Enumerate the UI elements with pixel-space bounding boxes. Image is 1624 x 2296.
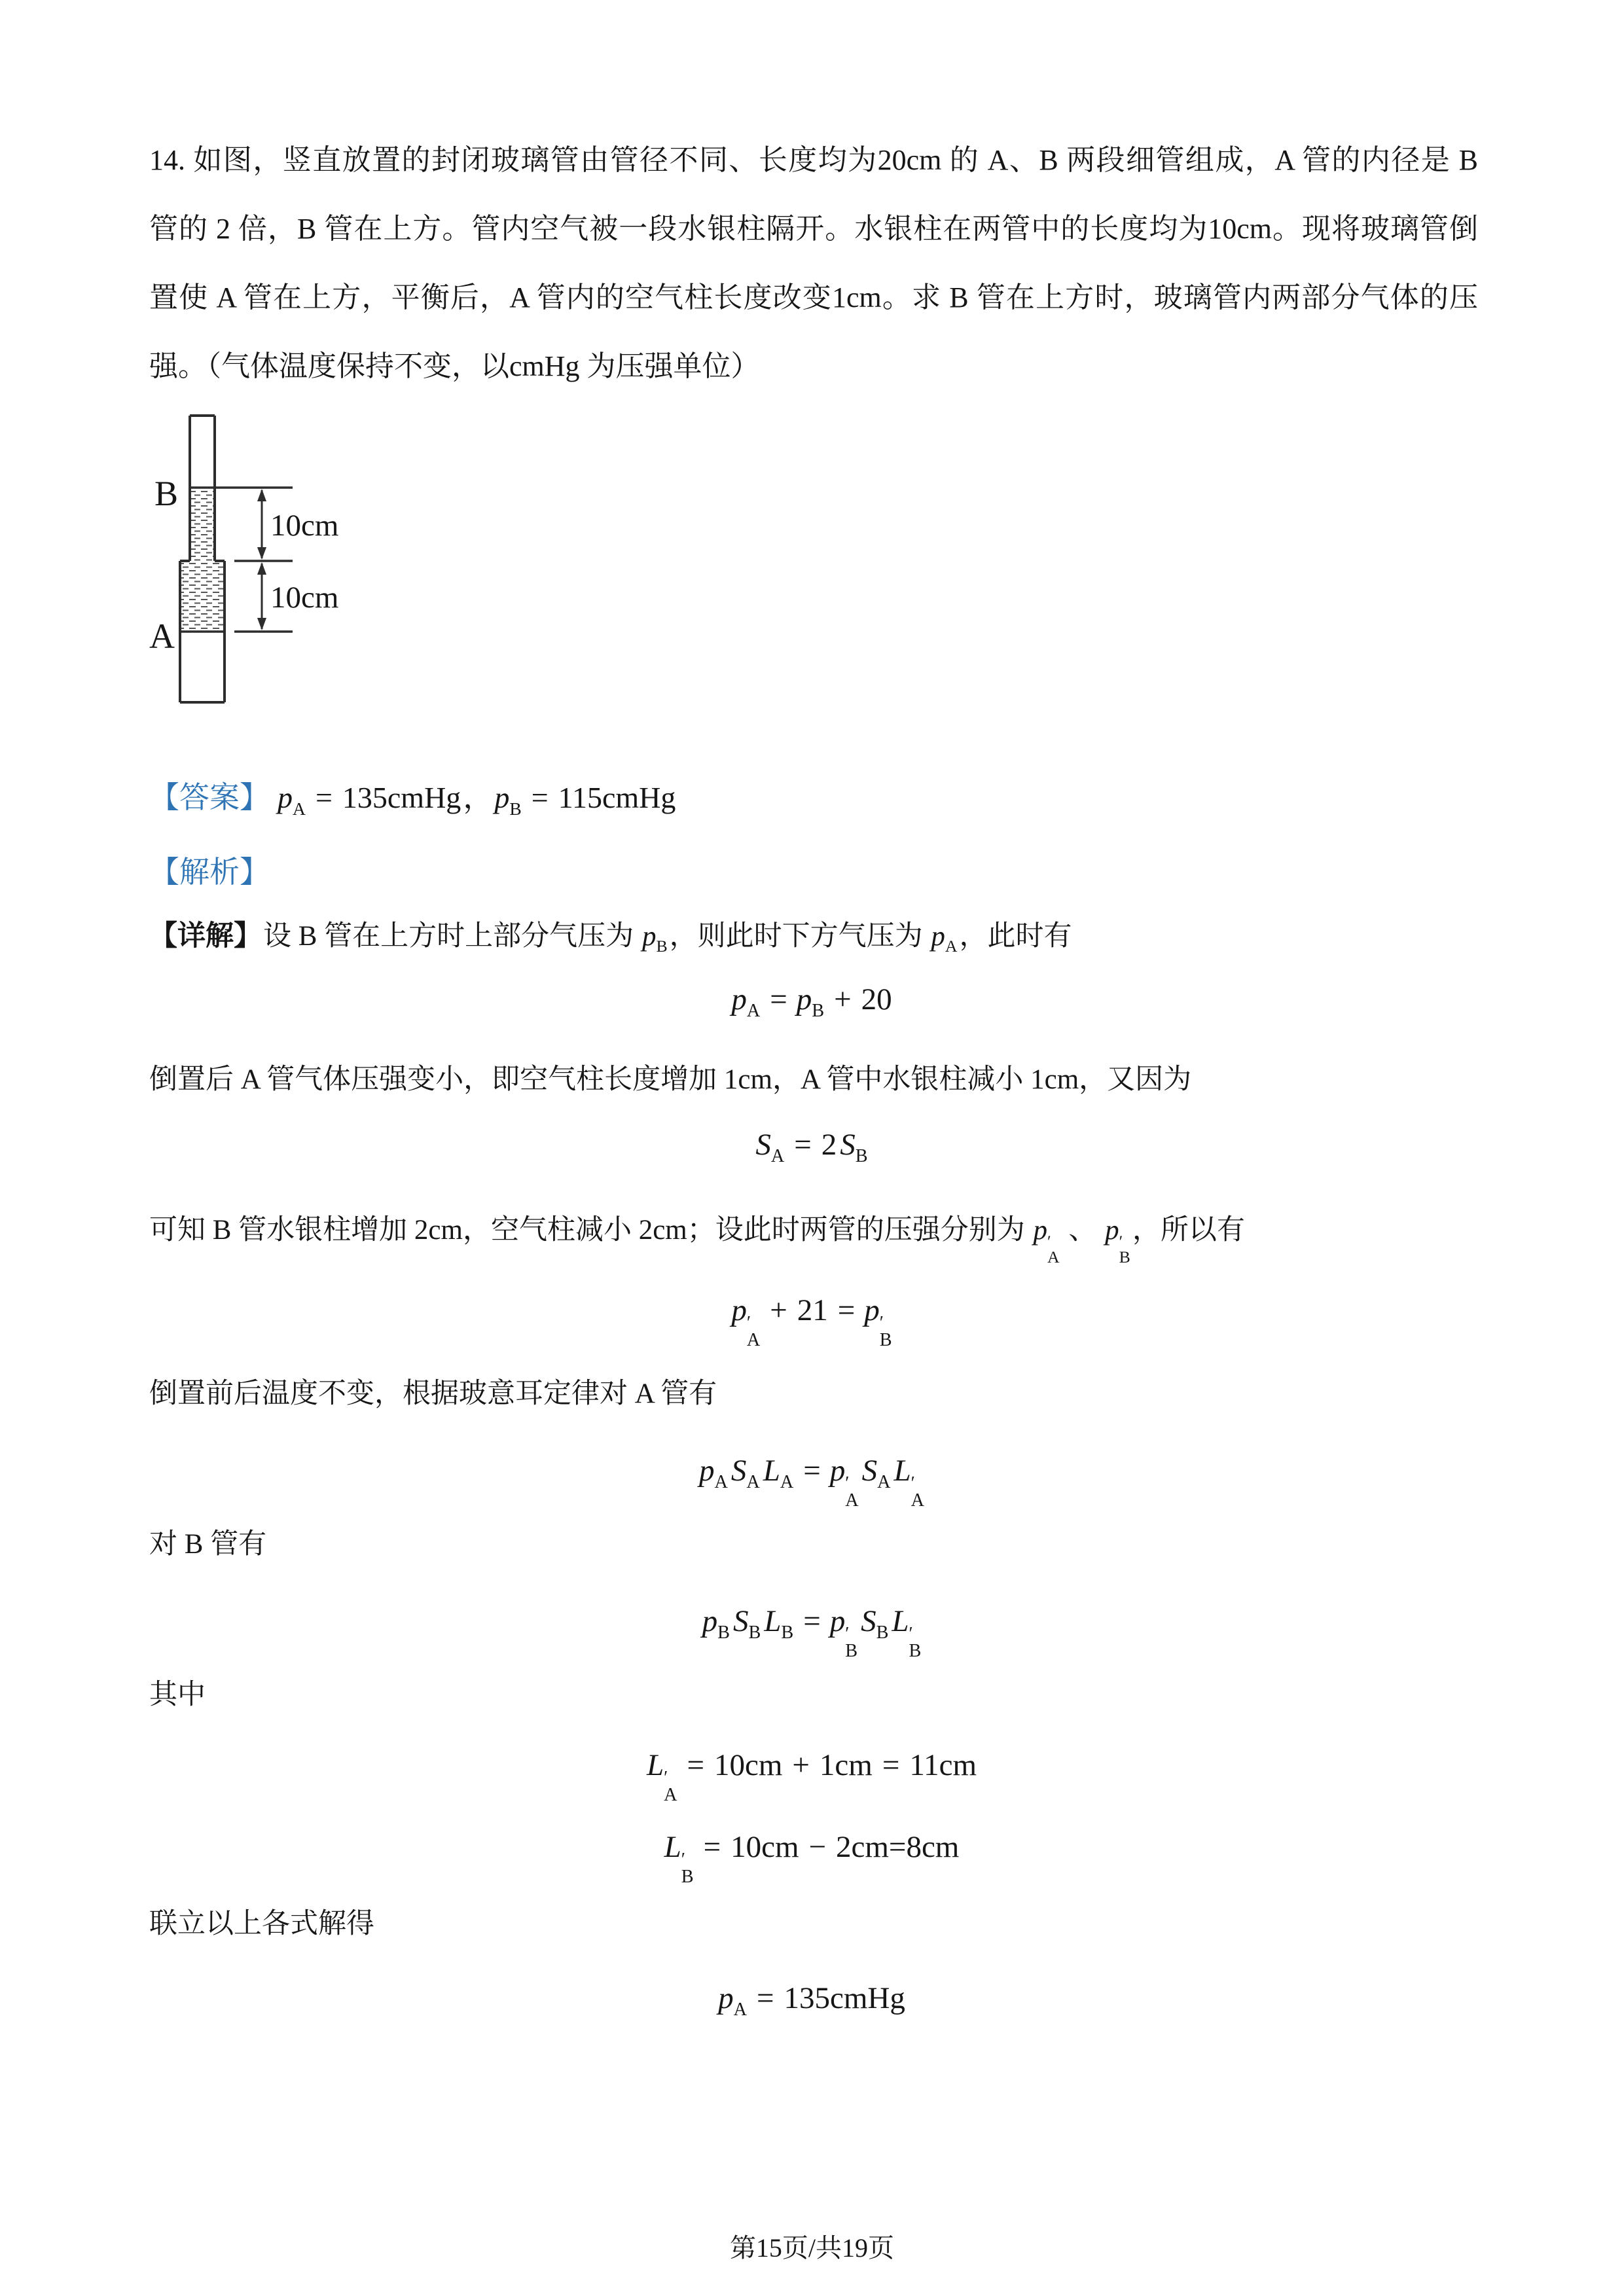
detail-text: 设 B 管在上方时上部分气压为 $p_B$，则此时下方气压为 $p_A$，此时有 bbox=[263, 921, 1072, 956]
solution-paragraph: 可知 B 管水银柱增加 2cm，空气柱减小 2cm；设此时两管的压强分别为 p ′ A 、 p ′ B ，所以有 bbox=[149, 1215, 1245, 1267]
answer-line bbox=[149, 774, 677, 819]
mercury-column-a bbox=[181, 561, 223, 632]
label-b: B bbox=[154, 474, 179, 513]
solution-paragraph: 对 B 管有 bbox=[149, 1529, 267, 1560]
mercury-column-b bbox=[191, 488, 213, 561]
solution-equation: L ′ B = 10cm − 2cm=8cm bbox=[664, 1830, 960, 1888]
analysis-tag: 【解析】 bbox=[149, 855, 270, 889]
solution-equation: $p_A$ $S_A$ $L_A = p$ ′ A $S_A$ L ′ A bbox=[699, 1454, 924, 1511]
solution-paragraph: 联立以上各式解得 bbox=[149, 1909, 374, 1939]
solution-paragraph: 倒置前后温度不变，根据玻意耳定律对 A 管有 bbox=[149, 1378, 717, 1409]
solution-paragraph: 倒置后 A 管气体压强变小，即空气柱长度增加 1cm，A 管中水银柱减小 1cm，又因为 bbox=[149, 1064, 1192, 1095]
dimension-arrow-upper bbox=[257, 489, 266, 560]
problem-line: 14. 如图，竖直放置的封闭玻璃管由管径不同、长度均为20cm 的 A、B 两段细管组成，A 管的内径是 B bbox=[149, 144, 1478, 176]
solution-equation: $S_A = 2$ $S_B$ bbox=[755, 1128, 868, 1167]
solution-equation: $p_B$ $S_B$ $L_B = p$ ′ B $S_B$ L ′ B bbox=[702, 1604, 922, 1662]
solution-equation: p ′ A + 21 = p ′ B bbox=[731, 1293, 892, 1351]
problem-line: 管的 2 倍，B 管在上方。管内空气被一段水银柱隔开。水银柱在两管中的长度均为10cm。现将玻璃管倒 bbox=[149, 213, 1478, 245]
solution-equation: L ′ A = 10cm + 1cm = 11cm bbox=[646, 1748, 977, 1806]
page-number: 第15页/共19页 bbox=[729, 2233, 895, 2263]
problem-line: 强。（气体温度保持不变，以cmHg 为压强单位） bbox=[149, 350, 760, 382]
detail-tag: 【详解】 bbox=[149, 921, 262, 952]
detail-line bbox=[149, 914, 1072, 956]
solution-equation: $p_A$ = 135cmHg bbox=[718, 1981, 905, 2020]
tube-figure bbox=[0, 0, 458, 785]
dimension-arrow-lower bbox=[257, 562, 266, 630]
problem-line: 置使 A 管在上方，平衡后，A 管内的空气柱长度改变1cm。求 B 管在上方时，玻璃管内两部分气体的压 bbox=[149, 281, 1478, 314]
label-a: A bbox=[149, 617, 175, 656]
answer-math: $p_A$ = 135cmHg，$p_B$ = 115cmHg bbox=[278, 781, 676, 819]
dim-label-upper: 10cm bbox=[270, 509, 339, 543]
solution-equation: $p_A = p_B + 20$ bbox=[731, 982, 892, 1022]
answer-tag: 【答案】 bbox=[149, 781, 270, 814]
dim-label-lower: 10cm bbox=[270, 581, 339, 615]
solution-paragraph: 其中 bbox=[149, 1679, 206, 1710]
analysis-line bbox=[149, 848, 276, 891]
